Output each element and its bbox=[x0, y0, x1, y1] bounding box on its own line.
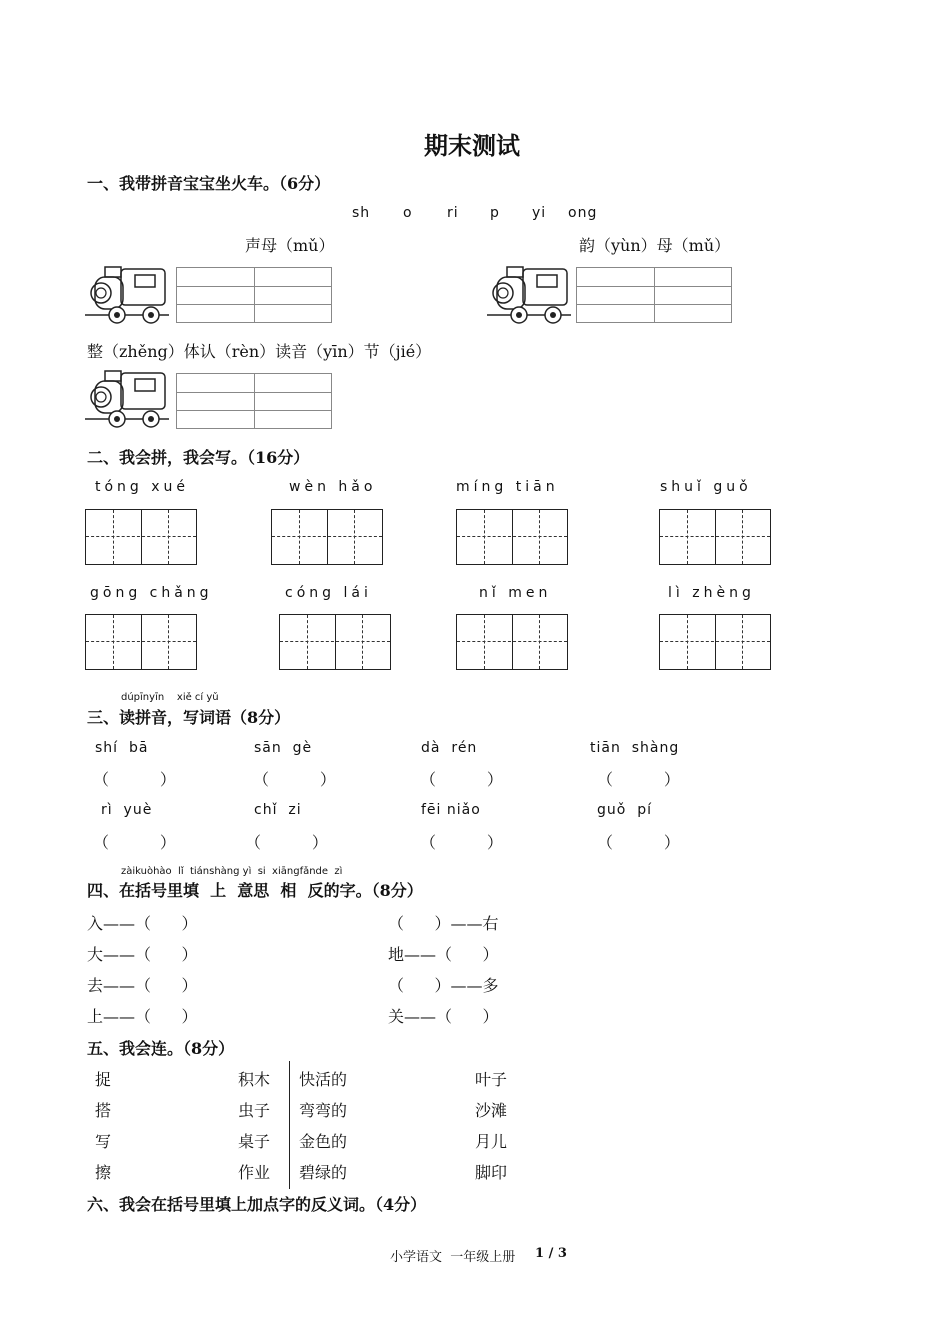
pinyin-word: fēi niǎo bbox=[421, 802, 481, 818]
answer-paren[interactable]: （ ） bbox=[245, 833, 328, 852]
match-item[interactable]: 写 bbox=[95, 1132, 112, 1151]
antonym-item[interactable]: 地——（ ） bbox=[388, 945, 499, 964]
match-item[interactable]: 月儿 bbox=[475, 1132, 508, 1151]
match-item[interactable]: 虫子 bbox=[238, 1101, 271, 1120]
match-item[interactable]: 积木 bbox=[238, 1070, 271, 1089]
match-item[interactable]: 弯弯的 bbox=[299, 1101, 348, 1120]
pinyin-word: wèn hǎo bbox=[289, 479, 377, 495]
pinyin-item: ri bbox=[447, 205, 459, 221]
pinyin-word: gōng chǎng bbox=[90, 585, 213, 601]
writing-grid[interactable] bbox=[659, 509, 771, 565]
pinyin-word: guǒ pí bbox=[597, 802, 653, 818]
section-3-heading: 三、读拼音，写词语（8分） bbox=[87, 708, 291, 727]
writing-lines[interactable] bbox=[576, 267, 732, 323]
pinyin-item: ong bbox=[568, 205, 598, 221]
train-icon bbox=[487, 263, 571, 325]
answer-paren[interactable]: （ ） bbox=[420, 833, 503, 852]
writing-lines[interactable] bbox=[176, 373, 332, 429]
answer-paren[interactable]: （ ） bbox=[597, 833, 680, 852]
writing-grid[interactable] bbox=[456, 509, 568, 565]
pinyin-word: nǐ men bbox=[479, 585, 552, 601]
section-1-heading: 一、我带拼音宝宝坐火车。（6分） bbox=[87, 174, 331, 193]
antonym-item[interactable]: 大——（ ） bbox=[87, 945, 198, 964]
antonym-item[interactable]: （ ）——多 bbox=[388, 976, 499, 995]
match-item[interactable]: 沙滩 bbox=[475, 1101, 508, 1120]
footer-text: 小学语文 一年级上册 bbox=[390, 1250, 516, 1265]
answer-paren[interactable]: （ ） bbox=[420, 770, 503, 789]
answer-paren[interactable]: （ ） bbox=[93, 770, 176, 789]
answer-paren[interactable]: （ ） bbox=[93, 833, 176, 852]
page-title: 期末测试 bbox=[424, 131, 520, 160]
pinyin-item: p bbox=[490, 205, 500, 221]
label-initials: 声母（mǔ） bbox=[245, 236, 335, 255]
match-item[interactable]: 擦 bbox=[95, 1163, 112, 1182]
answer-paren[interactable]: （ ） bbox=[597, 770, 680, 789]
writing-grid[interactable] bbox=[271, 509, 383, 565]
antonym-item[interactable]: 关——（ ） bbox=[388, 1007, 499, 1026]
antonym-item[interactable]: 入——（ ） bbox=[87, 914, 198, 933]
pinyin-word: shí bā bbox=[95, 740, 149, 756]
pinyin-word: lì zhèng bbox=[668, 585, 755, 601]
antonym-item[interactable]: 上——（ ） bbox=[87, 1007, 198, 1026]
match-item[interactable]: 金色的 bbox=[299, 1132, 348, 1151]
answer-paren[interactable]: （ ） bbox=[253, 770, 336, 789]
antonym-item[interactable]: 去——（ ） bbox=[87, 976, 198, 995]
match-item[interactable]: 桌子 bbox=[238, 1132, 271, 1151]
pinyin-word: míng tiān bbox=[456, 479, 559, 495]
writing-grid[interactable] bbox=[279, 614, 391, 670]
writing-grid[interactable] bbox=[456, 614, 568, 670]
match-item[interactable]: 叶子 bbox=[475, 1070, 508, 1089]
pinyin-word: tiān shàng bbox=[590, 740, 680, 756]
writing-lines[interactable] bbox=[176, 267, 332, 323]
pinyin-word: chǐ zi bbox=[254, 802, 302, 818]
match-item[interactable]: 碧绿的 bbox=[299, 1163, 348, 1182]
match-item[interactable]: 快活的 bbox=[299, 1070, 348, 1089]
section-4-ruby: zàikuòhào lǐ tiánshàng yì si xiāngfǎnde zì bbox=[121, 866, 343, 877]
pinyin-item: sh bbox=[352, 205, 371, 221]
antonym-item[interactable]: （ ）——右 bbox=[388, 914, 499, 933]
pinyin-word: tóng xué bbox=[95, 479, 190, 495]
section-4-heading: 四、在括号里填 上 意思 相 反的字。（8分） bbox=[87, 881, 423, 900]
section-2-heading: 二、我会拼，我会写。（16分） bbox=[87, 448, 310, 467]
pinyin-word: shuǐ guǒ bbox=[660, 479, 752, 495]
pinyin-word: dà rén bbox=[421, 740, 478, 756]
pinyin-word: rì yuè bbox=[101, 802, 153, 818]
label-finals: 韵（yùn）母（mǔ） bbox=[579, 236, 731, 255]
match-item[interactable]: 搭 bbox=[95, 1101, 112, 1120]
match-item[interactable]: 脚印 bbox=[475, 1163, 508, 1182]
pinyin-word: cóng lái bbox=[285, 585, 372, 601]
pinyin-word: sān gè bbox=[254, 740, 313, 756]
match-item[interactable]: 捉 bbox=[95, 1070, 112, 1089]
writing-grid[interactable] bbox=[85, 614, 197, 670]
match-item[interactable]: 作业 bbox=[238, 1163, 271, 1182]
section-5-heading: 五、我会连。（8分） bbox=[87, 1039, 235, 1058]
train-icon bbox=[85, 367, 169, 429]
writing-grid[interactable] bbox=[85, 509, 197, 565]
train-icon bbox=[85, 263, 169, 325]
pinyin-item: yi bbox=[532, 205, 547, 221]
label-whole-syllables: 整（zhěng）体认（rèn）读音（yīn）节（jié） bbox=[87, 342, 432, 361]
column-divider bbox=[289, 1061, 290, 1189]
pinyin-item: o bbox=[403, 205, 413, 221]
section-3-ruby: dúpīnyīn xiě cí yǔ bbox=[121, 692, 219, 703]
writing-grid[interactable] bbox=[659, 614, 771, 670]
section-6-heading: 六、我会在括号里填上加点字的反义词。（4分） bbox=[87, 1195, 427, 1214]
page-number: 1 / 3 bbox=[535, 1246, 567, 1261]
